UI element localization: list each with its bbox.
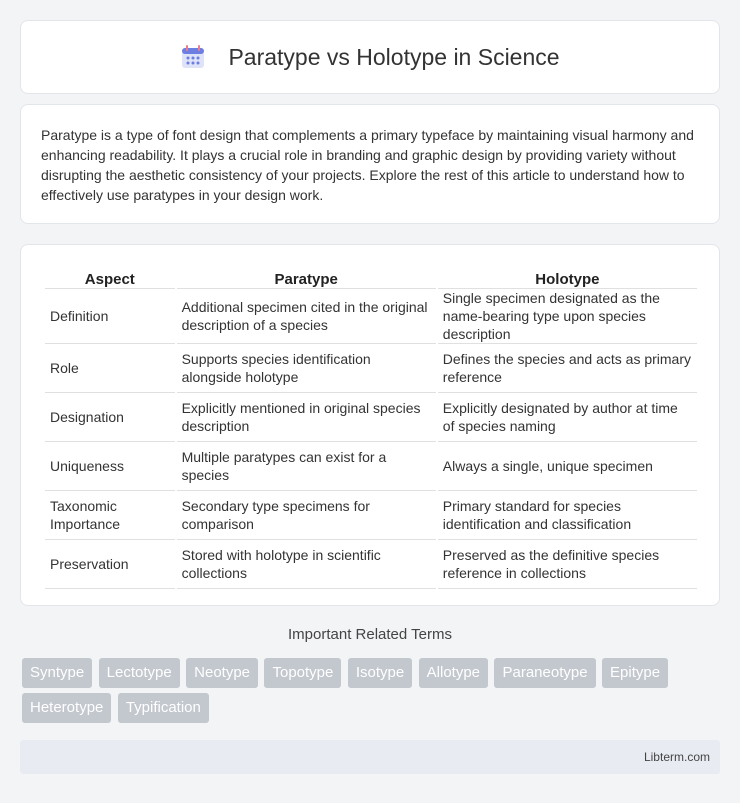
tag-epitype[interactable]: Epitype: [602, 658, 668, 688]
table-row: [45, 442, 697, 491]
tag-typification[interactable]: Typification: [118, 693, 209, 723]
cell-paratype: Additional specimen cited in the original description of a species: [177, 289, 436, 344]
cell-paratype: Stored with holotype in scientific collections: [177, 540, 436, 589]
cell-holotype: Always a single, unique specimen: [438, 442, 697, 491]
table-row: [45, 491, 697, 540]
table-row: [45, 344, 697, 393]
cell-aspect: Definition: [45, 289, 175, 344]
tag-heterotype[interactable]: Heterotype: [22, 693, 111, 723]
intro-card: [20, 104, 720, 224]
table-row: [45, 393, 697, 442]
cell-holotype: Preserved as the definitive species reference in collections: [438, 540, 697, 589]
cell-holotype: Explicitly designated by author at time of species naming: [438, 393, 697, 442]
cell-aspect: Role: [45, 344, 175, 393]
footer: [20, 740, 720, 774]
cell-holotype: Defines the species and acts as primary reference: [438, 344, 697, 393]
tag-lectotype[interactable]: Lectotype: [99, 658, 180, 688]
cell-holotype: Single specimen designated as the name-bearing type upon species description: [438, 289, 697, 344]
header-aspect: Aspect: [45, 265, 175, 289]
cell-aspect: Designation: [45, 393, 175, 442]
tag-neotype[interactable]: Neotype: [186, 658, 258, 688]
cell-holotype: Primary standard for species identification and classification: [438, 491, 697, 540]
cell-aspect: Uniqueness: [45, 442, 175, 491]
page-title: Paratype vs Holotype in Science: [228, 43, 560, 70]
cell-aspect: Preservation: [45, 540, 175, 589]
header-paratype: Paratype: [177, 265, 436, 289]
related-terms-list: [22, 658, 722, 728]
cell-paratype: Multiple paratypes can exist for a species: [177, 442, 436, 491]
title-card: [20, 20, 720, 94]
table-header-row: [45, 265, 697, 289]
calendar-grid-icon: [180, 44, 206, 70]
tag-syntype[interactable]: Syntype: [22, 658, 92, 688]
table-row: [45, 540, 697, 589]
tag-isotype[interactable]: Isotype: [348, 658, 412, 688]
tag-paraneotype[interactable]: Paraneotype: [494, 658, 595, 688]
related-terms-title: Important Related Terms: [288, 626, 452, 643]
cell-paratype: Explicitly mentioned in original species description: [177, 393, 436, 442]
footer-site-link[interactable]: Libterm.com: [643, 750, 710, 764]
header-holotype: Holotype: [438, 265, 697, 289]
comparison-card: [20, 244, 720, 606]
cell-paratype: Secondary type specimens for comparison: [177, 491, 436, 540]
cell-paratype: Supports species identification alongside holotype: [177, 344, 436, 393]
table-row: [45, 289, 697, 344]
intro-text: Paratype is a type of font design that complements a primary typeface by maintaining visual harmony and enhancing readability. It plays a crucial role in branding and graphic design by providing variety without disrupting the aesthetic consistency of your projects. Explore the rest of this article to understand how to effectively use paratypes in your design work.: [41, 127, 694, 203]
comparison-table: [43, 265, 699, 589]
tag-allotype[interactable]: Allotype: [419, 658, 488, 688]
tag-topotype[interactable]: Topotype: [264, 658, 341, 688]
cell-aspect: Taxonomic Importance: [45, 491, 175, 540]
